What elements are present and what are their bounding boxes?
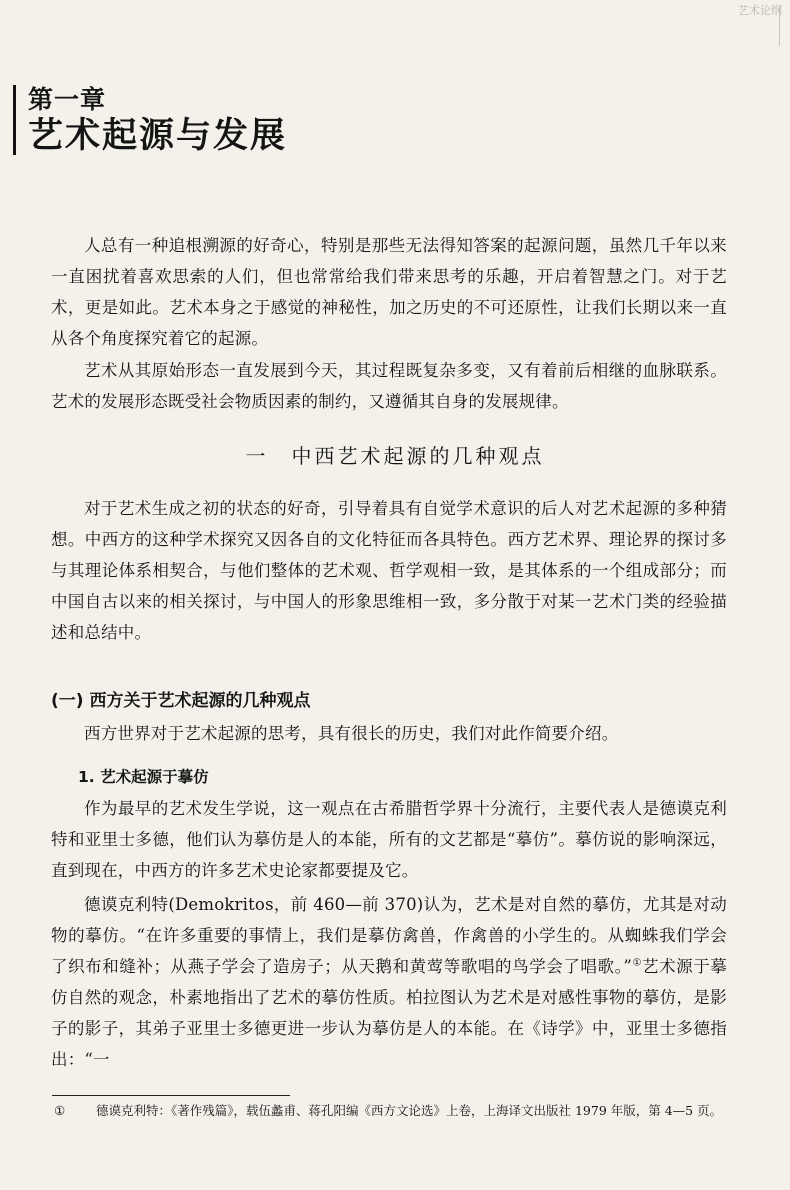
imitation-paragraph-2 [51,889,727,1075]
corner-rule [779,6,790,46]
subsection-paragraph-1 [51,718,727,749]
footnote-text: 德谟克利特：《著作残篇》，载伍蠡甫、蒋孔阳编《西方文论选》上卷，上海译文出版社 1979 年版，第 4—5 页。 [96,1103,723,1118]
imitation-paragraph-1 [51,793,727,886]
paragraph-text: 作为最早的艺术发生学说，这一观点在古希腊哲学界十分流行，主要代表人是德谟克利特和亚里士多德，他们认为摹仿是人的本能，所有的文艺都是“摹仿”。摹仿说的影响深远，直到现在，中西方的许多艺术史论家都要提及它。 [51,799,727,880]
section-heading: 一 中西艺术起源的几种观点 [245,444,545,468]
chapter-title: 艺术起源与发展 [28,116,288,156]
footnote-reference: ① [632,957,642,969]
paragraph-text [51,889,727,1075]
bleed-through-text: 艺术论纲 [738,4,782,17]
paragraph-text: 西方世界对于艺术起源的思考，具有很长的历史，我们对此作简要介绍。 [84,724,619,743]
chapter-number: 第一章 [28,85,107,114]
intro-paragraph-1 [51,230,727,354]
subsection-heading: (一) 西方关于艺术起源的几种观点 [51,691,311,711]
subsubsection-heading: 1. 艺术起源于摹仿 [78,768,209,786]
paragraph-text: 对于艺术生成之初的状态的好奇，引导着具有自觉学术意识的后人对艺术起源的多种猜想。中西方的这种学术探究又因各自的文化特征而各具特色。西方艺术界、理论界的探讨多与其理论体系相契合，与他们整体的艺术观、哲学观相一致，是其体系的一个组成部分；而中国自古以来的相关探讨，与中国人的形象思维相一致，多分散于对某一艺术门类的经验描述和总结中。 [51,499,727,642]
paragraph-text: 人总有一种追根溯源的好奇心，特别是那些无法得知答案的起源问题，虽然几千年以来一直困扰着喜欢思索的人们，但也常常给我们带来思考的乐趣，开启着智慧之门。对于艺术，更是如此。艺术本身之于感觉的神秘性，加之历史的不可还原性，让我们长期以来一直从各个角度探究着它的起源。 [51,236,727,348]
chapter-heading [13,85,287,155]
footnote [54,1102,734,1120]
paragraph-text-part-2: 艺术源于摹仿自然的观念，朴素地指出了艺术的摹仿性质。柏拉图认为艺术是对感性事物的摹仿，是影子的影子，其弟子亚里士多德更进一步认为摹仿是人的本能。在《诗学》中，亚里士多德指出：“一 [51,957,727,1069]
section-paragraph-1 [51,493,727,648]
paragraph-text: 艺术从其原始形态一直发展到今天，其过程既复杂多变，又有着前后相继的血脉联系。艺术的发展形态既受社会物质因素的制约，又遵循其自身的发展规律。 [51,361,727,411]
footnote-rule [52,1095,290,1096]
paragraph-text-part-1: 德谟克利特(Demokritos，前 460—前 370)认为，艺术是对自然的摹仿，尤其是对动物的摹仿。“在许多重要的事情上，我们是摹仿禽兽，作禽兽的小学生的。从蜘蛛我们学会了织布和缝补；从燕子学会了造房子；从天鹅和黄莺等歌唱的鸟学会了唱歌。” [51,895,727,976]
footnote-number: ① [54,1103,66,1118]
intro-paragraph-2 [51,355,727,417]
